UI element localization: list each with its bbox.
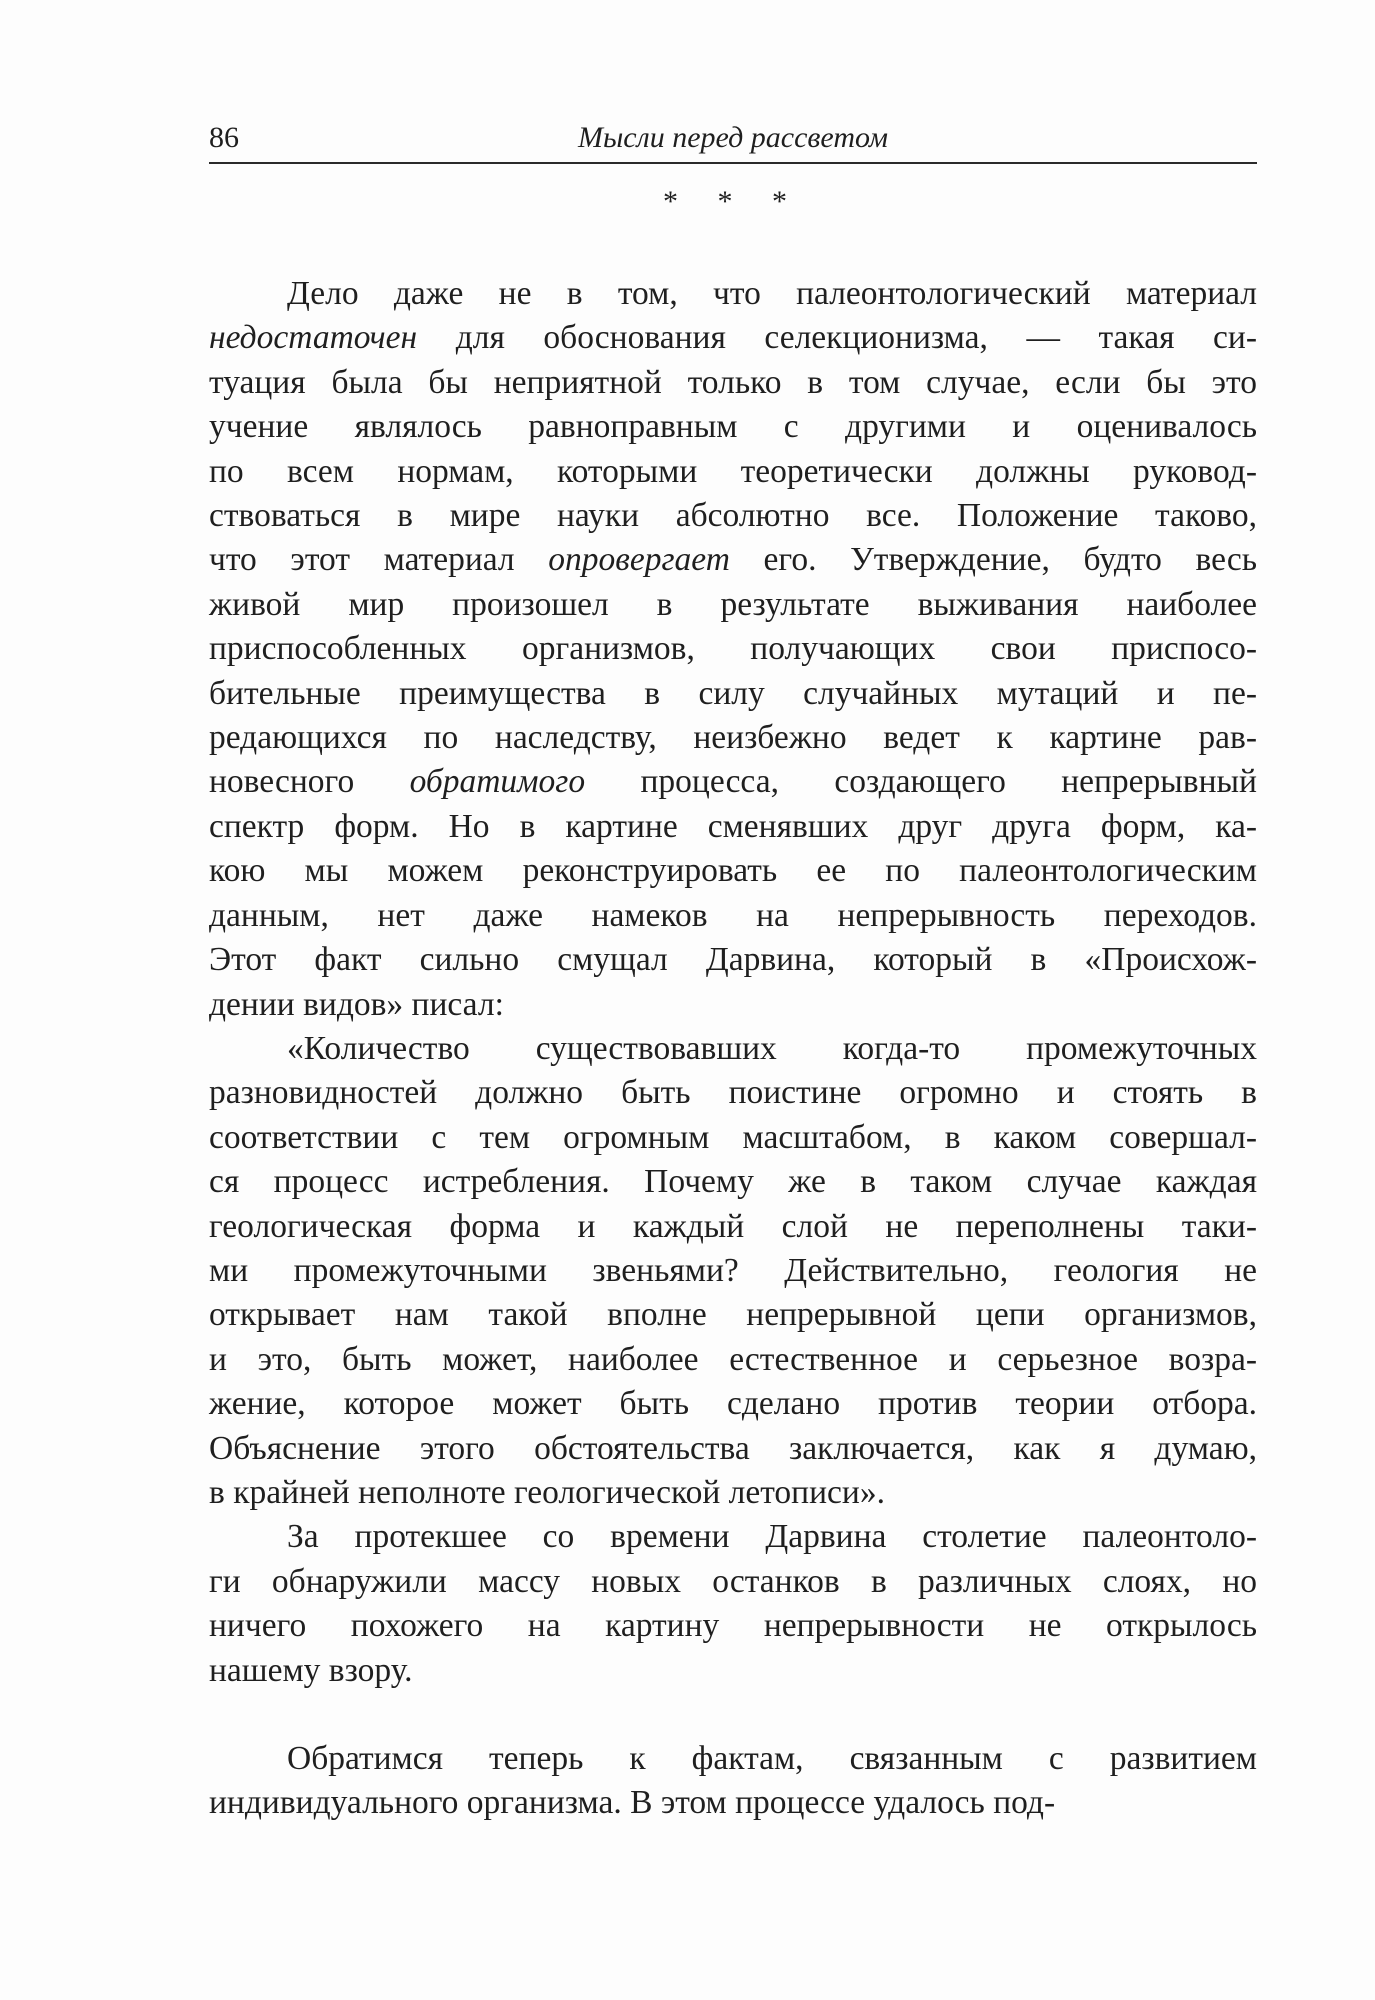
paragraph-3 [209, 1515, 1257, 1693]
text-line: дении видов» писал: [209, 985, 504, 1023]
text-line: новесного обратимого процесса, создающего непрерывный [209, 763, 1257, 801]
running-title: Мысли перед рассветом [577, 121, 888, 154]
text-line: и это, быть может, наиболее естественное и серьезное возра- [209, 1340, 1257, 1378]
text-line: ся процесс истребления. Почему же в таком случае каждая [209, 1163, 1257, 1201]
paragraph-1 [209, 272, 1257, 1027]
text-line: Этот факт сильно смущал Дарвина, который в «Происхож- [209, 941, 1257, 979]
text-line: приспособленных организмов, получающих свои приспосо- [209, 630, 1257, 668]
text-line: ги обнаружили массу новых останков в различных слоях, но [209, 1562, 1257, 1600]
text-line: спектр форм. Но в картине сменявших друг друга форм, ка- [209, 807, 1257, 845]
text-line: разновидностей должно быть поистине огромно и стоять в [209, 1074, 1257, 1112]
text-line: ми промежуточными звеньями? Действительно, геология не [209, 1251, 1257, 1289]
text-line: что этот материал опровергает его. Утверждение, будто весь [209, 541, 1257, 579]
text-line: соответствии с тем огромным масштабом, в каком совершал- [209, 1118, 1257, 1156]
text-line: индивидуального организма. В этом процессе удалось под- [209, 1784, 1056, 1822]
text-line: редающихся по наследству, неизбежно ведет к картине рав- [209, 719, 1257, 757]
text-line: туация была бы неприятной только в том случае, если бы это [209, 363, 1257, 401]
text-line: кою мы можем реконструировать ее по палеонтологическим [209, 852, 1257, 890]
text-line: учение являлось равноправным с другими и оценивалось [209, 408, 1257, 446]
running-head [209, 118, 1257, 164]
text-line: Обратимся теперь к фактам, связанным с развитием [287, 1740, 1257, 1777]
text-line: За протекшее со времени Дарвина столетие палеонтоло- [287, 1518, 1257, 1556]
text-line: живой мир произошел в результате выживания наиболее [209, 585, 1257, 623]
text-line: «Количество существовавших когда-то промежуточных [287, 1029, 1257, 1067]
paragraph-2-quote [209, 1027, 1257, 1515]
section-gap [209, 1693, 1257, 1737]
text-line: ствоваться в мире науки абсолютно все. Положение таково, [209, 497, 1257, 535]
text-line: Объяснение этого обстоятельства заключается, как я думаю, [209, 1429, 1257, 1467]
text-line: недостаточен для обоснования селекционизма, — такая си- [209, 319, 1257, 357]
text-line: данным, нет даже намеков на непрерывность переходов. [209, 896, 1257, 934]
text-line: геологическая форма и каждый слой не переполнены таки- [209, 1207, 1257, 1245]
text-line: открывает нам такой вполне непрерывной цепи организмов, [209, 1296, 1257, 1334]
text-line: ничего похожего на картину непрерывности не открылось [209, 1607, 1257, 1645]
page-number: 86 [209, 121, 239, 154]
body-text [209, 272, 1257, 1826]
text-line: жение, которое может быть сделано против теории отбора. [209, 1385, 1257, 1423]
text-line: в крайней неполноте геологической летописи». [209, 1473, 885, 1511]
section-separator: * * * [663, 185, 803, 218]
text-line: нашему взору. [209, 1651, 413, 1689]
paragraph-4 [209, 1737, 1257, 1826]
text-line: Дело даже не в том, что палеонтологический материал [287, 275, 1257, 312]
book-page [209, 118, 1257, 1826]
text-line: по всем нормам, которыми теоретически должны руковод- [209, 452, 1257, 490]
text-line: бительные преимущества в силу случайных мутаций и пе- [209, 674, 1257, 712]
